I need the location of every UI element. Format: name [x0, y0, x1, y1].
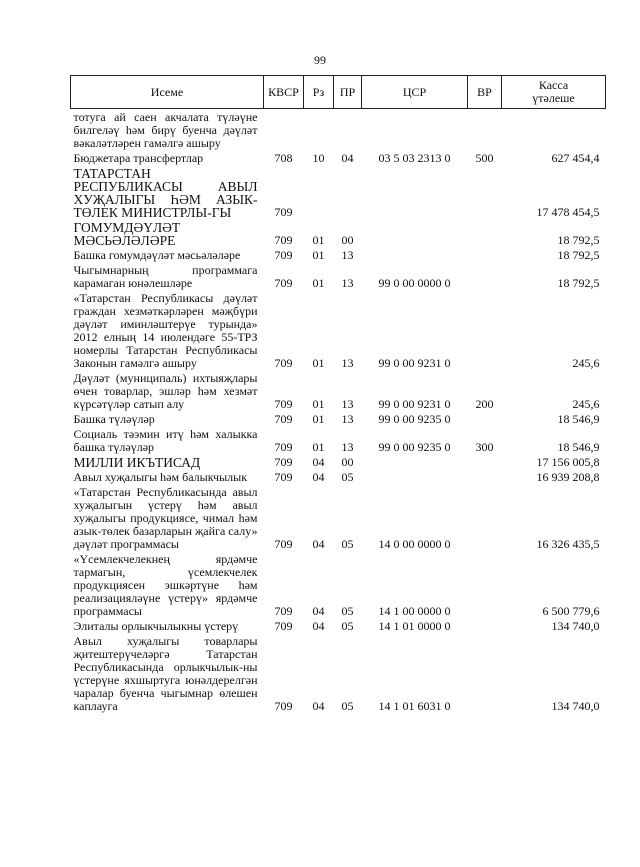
table-row: [71, 290, 606, 370]
row-amount: 17 156 005,8: [536, 455, 600, 469]
row-rz: [304, 109, 334, 151]
row-name: Авыл хуҗалыгы товарлары җитештерүчеләргә Татарстан Республикасында орлыкчылык-ны үстерүне яхшыртуга юнәлдерелгән чаралар буенча чыгымнар өлешен каплауга: [73, 634, 258, 713]
header-kvsr: КВСР: [264, 76, 304, 109]
row-vr: 200: [475, 397, 494, 411]
table-row: [71, 454, 606, 469]
row-vr: [468, 290, 502, 370]
row-csr: 99 0 00 9231 0: [378, 356, 451, 370]
row-rz: 04: [312, 537, 325, 551]
row-kvsr: 709: [274, 397, 293, 411]
row-csr: [362, 469, 468, 484]
row-name: Дәүләт (муниципаль) ихтыяҗлары өчен товарлар, эшләр һәм хезмәт күрсәтүләр сатып алу: [73, 371, 258, 411]
row-kvsr: 709: [274, 699, 293, 713]
row-pr: 13: [341, 356, 354, 370]
row-csr: 03 5 03 2313 0: [378, 151, 451, 165]
row-name: Социаль тәэмин итү һәм халыкка башка түләүләр: [73, 427, 258, 454]
row-pr: 05: [341, 604, 354, 618]
row-vr: [468, 469, 502, 484]
row-pr: 05: [341, 619, 354, 633]
row-pr: 04: [341, 151, 354, 165]
row-amount: 18 792,5: [557, 233, 600, 247]
row-kvsr: 709: [274, 412, 293, 426]
row-kvsr: 709: [274, 470, 293, 484]
budget-table: [70, 75, 606, 713]
table-row: [71, 469, 606, 484]
row-vr: [468, 454, 502, 469]
row-kvsr: 709: [274, 356, 293, 370]
row-pr: 13: [341, 412, 354, 426]
row-csr: [362, 454, 468, 469]
table-row: [71, 262, 606, 290]
row-amount: 245,6: [572, 397, 600, 411]
budget-table-container: [70, 75, 605, 713]
row-rz: 01: [312, 440, 325, 454]
row-kvsr: 709: [274, 248, 293, 262]
row-amount: 134 740,0: [551, 619, 600, 633]
row-csr: 14 1 01 0000 0: [378, 619, 451, 633]
table-row: [71, 551, 606, 618]
row-amount: 17 478 454,5: [536, 205, 600, 219]
row-pr: [334, 109, 362, 151]
row-amount: 18 792,5: [557, 248, 600, 262]
row-pr: 05: [341, 537, 354, 551]
row-vr: [468, 633, 502, 713]
row-kvsr: 709: [274, 205, 293, 219]
row-vr: [468, 109, 502, 151]
row-name: Чыгымнарның программага карамаган юнәлешләре: [73, 263, 258, 290]
row-name: Башка түләүләр: [73, 412, 155, 426]
row-amount: 16 326 435,5: [536, 537, 600, 551]
table-row: [71, 219, 606, 247]
header-name: Исеме: [71, 76, 264, 109]
row-name: МИЛЛИ ИКЪТИСАД: [73, 455, 201, 470]
table-row: [71, 370, 606, 411]
row-vr: [468, 618, 502, 633]
table-row: [71, 633, 606, 713]
table-row: [71, 150, 606, 165]
row-kvsr: 709: [274, 537, 293, 551]
row-pr: 13: [341, 248, 354, 262]
row-kvsr: 708: [274, 151, 293, 165]
row-csr: 99 0 00 0000 0: [378, 276, 451, 290]
row-name: «Татарстан Республикасы дәүләт граждан хезмәткәрләрен мәҗбүри дәүләт иминләштерүе турында» 2012 елның 14 июлендәге 55-ТРЗ номерлы Татарстан Республикасы Законын гамәлгә ашыру: [73, 291, 258, 370]
row-vr: [468, 247, 502, 262]
row-vr: [468, 484, 502, 551]
row-rz: [304, 165, 334, 219]
row-amount: [502, 109, 606, 151]
row-rz: 01: [312, 233, 325, 247]
row-name: ГОМУМДӘҮЛӘТ МӘСЬӘЛӘЛӘРЕ: [73, 220, 181, 248]
row-kvsr: 709: [274, 233, 293, 247]
row-csr: 99 0 00 9235 0: [378, 412, 451, 426]
row-kvsr: 709: [274, 276, 293, 290]
row-name: Бюджетара трансфертлар: [73, 151, 204, 165]
row-vr: 300: [475, 440, 494, 454]
row-rz: 04: [312, 455, 325, 469]
row-name: Башка гомумдәүләт мәсьәләләре: [73, 248, 241, 262]
row-name: «Татарстан Республикасында авыл хуҗалыгын үстерү һәм авыл хуҗалыгы продукциясе, чимал һәм азык-төлек базарларын җайга салу» дәүләт программасы: [73, 485, 258, 551]
row-pr: 05: [341, 470, 354, 484]
row-vr: [468, 165, 502, 219]
row-name: Авыл хуҗалыгы һәм балыкчылык: [73, 470, 248, 484]
row-rz: 01: [312, 397, 325, 411]
row-name: тотуга ай саен акчалата түләүне билгеләү һәм бирү буенча дәүләт вәкаләтләрен гамәлгә ашыру: [73, 110, 258, 150]
table-row: [71, 484, 606, 551]
table-header-row: [71, 76, 606, 109]
row-kvsr: [264, 109, 304, 151]
header-pr: ПР: [334, 76, 362, 109]
table-row: [71, 618, 606, 633]
row-kvsr: 709: [274, 455, 293, 469]
header-rz: Рз: [304, 76, 334, 109]
row-pr: 00: [341, 455, 354, 469]
row-vr: [468, 551, 502, 618]
header-csr: ЦСР: [362, 76, 468, 109]
row-name: Элиталы орлыкчылыкны үстерү: [73, 619, 239, 633]
row-name: ТАТАРСТАН РЕСПУБЛИКАСЫ АВЫЛ ХУҖАЛЫГЫ ҺӘМ АЗЫК-ТӨЛЕК МИНИСТРЛЫ-ГЫ: [73, 166, 258, 220]
row-rz: 10: [312, 151, 325, 165]
row-pr: [334, 165, 362, 219]
row-rz: 04: [312, 619, 325, 633]
row-pr: 05: [341, 699, 354, 713]
row-csr: [362, 109, 468, 151]
row-pr: 13: [341, 440, 354, 454]
row-rz: 01: [312, 356, 325, 370]
table-row: [71, 109, 606, 151]
table-row: [71, 165, 606, 219]
row-csr: [362, 219, 468, 247]
row-pr: 13: [341, 276, 354, 290]
row-amount: 245,6: [572, 356, 600, 370]
row-amount: 134 740,0: [551, 699, 600, 713]
row-csr: 99 0 00 9235 0: [378, 440, 451, 454]
row-vr: [468, 219, 502, 247]
table-row: [71, 411, 606, 426]
row-kvsr: 709: [274, 619, 293, 633]
row-rz: 01: [312, 412, 325, 426]
row-amount: 16 939 208,8: [536, 470, 600, 484]
table-row: [71, 426, 606, 454]
row-vr: [468, 262, 502, 290]
row-csr: 14 0 00 0000 0: [378, 537, 451, 551]
row-rz: 04: [312, 699, 325, 713]
page-number: 99: [314, 53, 326, 67]
row-kvsr: 709: [274, 440, 293, 454]
row-pr: 00: [341, 233, 354, 247]
row-amount: 18 792,5: [557, 276, 600, 290]
row-csr: 14 1 00 0000 0: [378, 604, 451, 618]
row-rz: 01: [312, 276, 325, 290]
row-csr: [362, 165, 468, 219]
row-csr: [362, 247, 468, 262]
row-rz: 04: [312, 604, 325, 618]
row-amount: 18 546,9: [557, 412, 600, 426]
row-csr: 99 0 00 9231 0: [378, 397, 451, 411]
row-kvsr: 709: [274, 604, 293, 618]
row-name: «Үсемлекчелекнең ярдәмче тармагын, үсемлекчелек продукциясен эшкәртүне һәм реализацияләүне үстерү» ярдәмче программасы: [73, 552, 258, 618]
row-csr: 14 1 01 6031 0: [378, 699, 451, 713]
row-amount: 627 454,4: [551, 151, 600, 165]
row-amount: 18 546,9: [557, 440, 600, 454]
row-vr: [468, 411, 502, 426]
row-rz: 04: [312, 470, 325, 484]
table-row: [71, 247, 606, 262]
row-vr: 500: [475, 151, 494, 165]
row-amount: 6 500 779,6: [542, 604, 600, 618]
row-rz: 01: [312, 248, 325, 262]
row-pr: 13: [341, 397, 354, 411]
header-kassa: Касса үтәлеше: [502, 76, 606, 109]
header-vr: ВР: [468, 76, 502, 109]
